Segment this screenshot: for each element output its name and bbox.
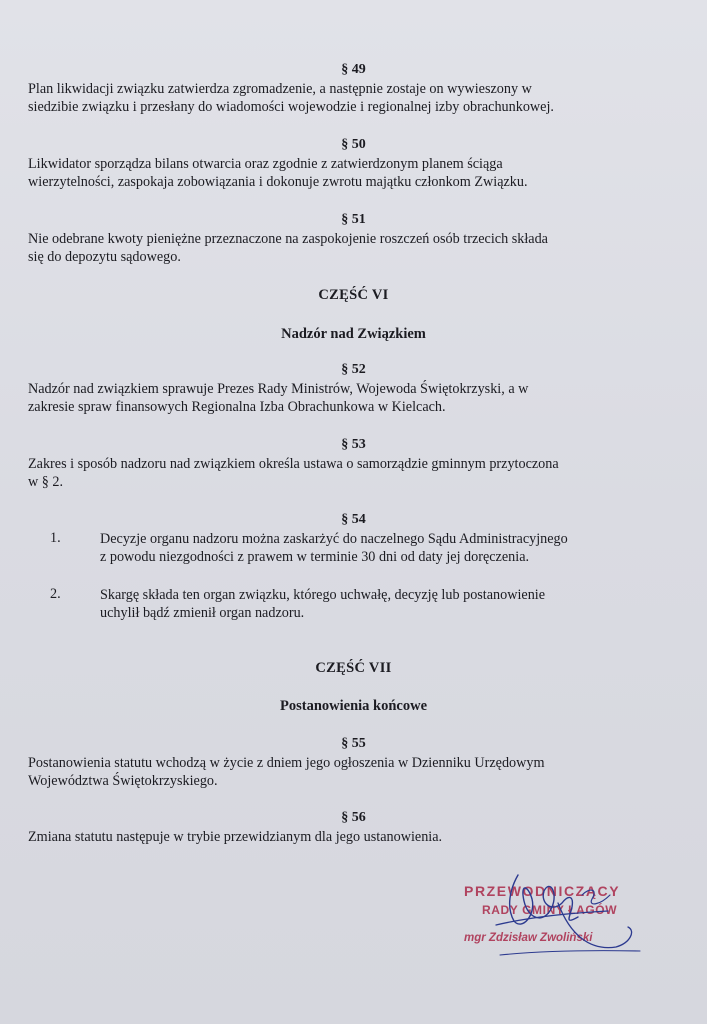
part-6-label: CZĘŚĆ VI	[318, 287, 389, 303]
stamp-line-2: RADY GMINY ŁAGÓW	[482, 903, 618, 917]
section-51-line-2: się do depozytu sądowego.	[28, 248, 181, 265]
section-heading-52: § 52	[341, 362, 366, 377]
section-50-line-1: Likwidator sporządza bilans otwarcia oraz zgodnie z zatwierdzonym planem ściąga	[28, 156, 503, 172]
section-50-line-2: wierzytelności, zaspokaja zobowiązania i dokonuje zwrotu majątku członkom Związku.	[28, 173, 528, 190]
section-55-text	[28, 755, 668, 790]
part-6-title: Nadzór nad Związkiem	[281, 326, 426, 342]
section-49-line-2: siedzibie związku i przesłany do wiadomości wojewodzie i regionalnej izby obrachunkowej.	[28, 98, 554, 115]
item-2-line-1: Skargę składa ten organ związku, którego uchwałę, decyzję lub postanowienie	[100, 587, 546, 603]
section-heading-53: § 53	[341, 437, 366, 452]
section-51-text	[28, 231, 668, 266]
section-55-line-2: Województwa Świętokrzyskiego.	[28, 772, 218, 789]
handwritten-signature	[440, 855, 670, 970]
section-heading-49: § 49	[341, 62, 366, 77]
section-52-line-2: zakresie spraw finansowych Regionalna Izba Obrachunkowa w Kielcach.	[28, 398, 446, 415]
section-53-text	[28, 456, 668, 491]
stamp-line-3: mgr Zdzisław Zwoliński	[464, 932, 593, 944]
section-51-line-1: Nie odebrane kwoty pieniężne przeznaczone na zaspokojenie roszczeń osób trzecich składa	[28, 231, 548, 247]
section-heading-50: § 50	[341, 137, 366, 152]
item-1-line-2: z powodu niezgodności z prawem w terminie 30 dni od daty jej doręczenia.	[100, 549, 530, 565]
part-7-title: Postanowienia końcowe	[279, 698, 428, 714]
section-52-line-1: Nadzór nad związkiem sprawuje Prezes Rady Ministrów, Wojewoda Świętokrzyski, a w	[28, 381, 529, 397]
item-1-line-1: Decyzje organu nadzoru można zaskarżyć do naczelnego Sądu Administracyjnego	[100, 531, 568, 547]
section-49-line-1: Plan likwidacji związku zatwierdza zgromadzenie, a następnie zostaje on wywieszony w	[28, 81, 532, 97]
item-2-line-2: uchylił bądź zmienił organ nadzoru.	[100, 605, 305, 621]
section-53-line-1: Zakres i sposób nadzoru nad związkiem określa ustawa o samorządzie gminnym przytoczona	[28, 456, 559, 472]
part-7-label: CZĘŚĆ VII	[315, 660, 392, 676]
stamp-line-1: PRZEWODNICZĄCY	[464, 883, 621, 899]
section-heading-54: § 54	[341, 512, 366, 527]
section-56-text	[28, 829, 668, 847]
section-50-text	[28, 156, 668, 191]
item-body	[100, 530, 568, 566]
section-56-line-1: Zmiana statutu następuje w trybie przewidzianym dla jego ustanowienia.	[28, 829, 443, 845]
section-55-line-1: Postanowienia statutu wchodzą w życie z dniem jego ogłoszenia w Dzienniku Urzędowym	[28, 755, 545, 771]
section-heading-51: § 51	[341, 212, 366, 227]
section-heading-56: § 56	[341, 810, 366, 825]
item-body	[100, 586, 545, 622]
item-number: 2.	[50, 586, 61, 602]
section-heading-55: § 55	[341, 736, 366, 751]
item-number: 1.	[50, 530, 61, 546]
official-stamp	[440, 855, 670, 970]
section-49-text	[28, 81, 668, 116]
section-52-text	[28, 381, 668, 416]
section-53-line-2: w § 2.	[28, 473, 64, 490]
